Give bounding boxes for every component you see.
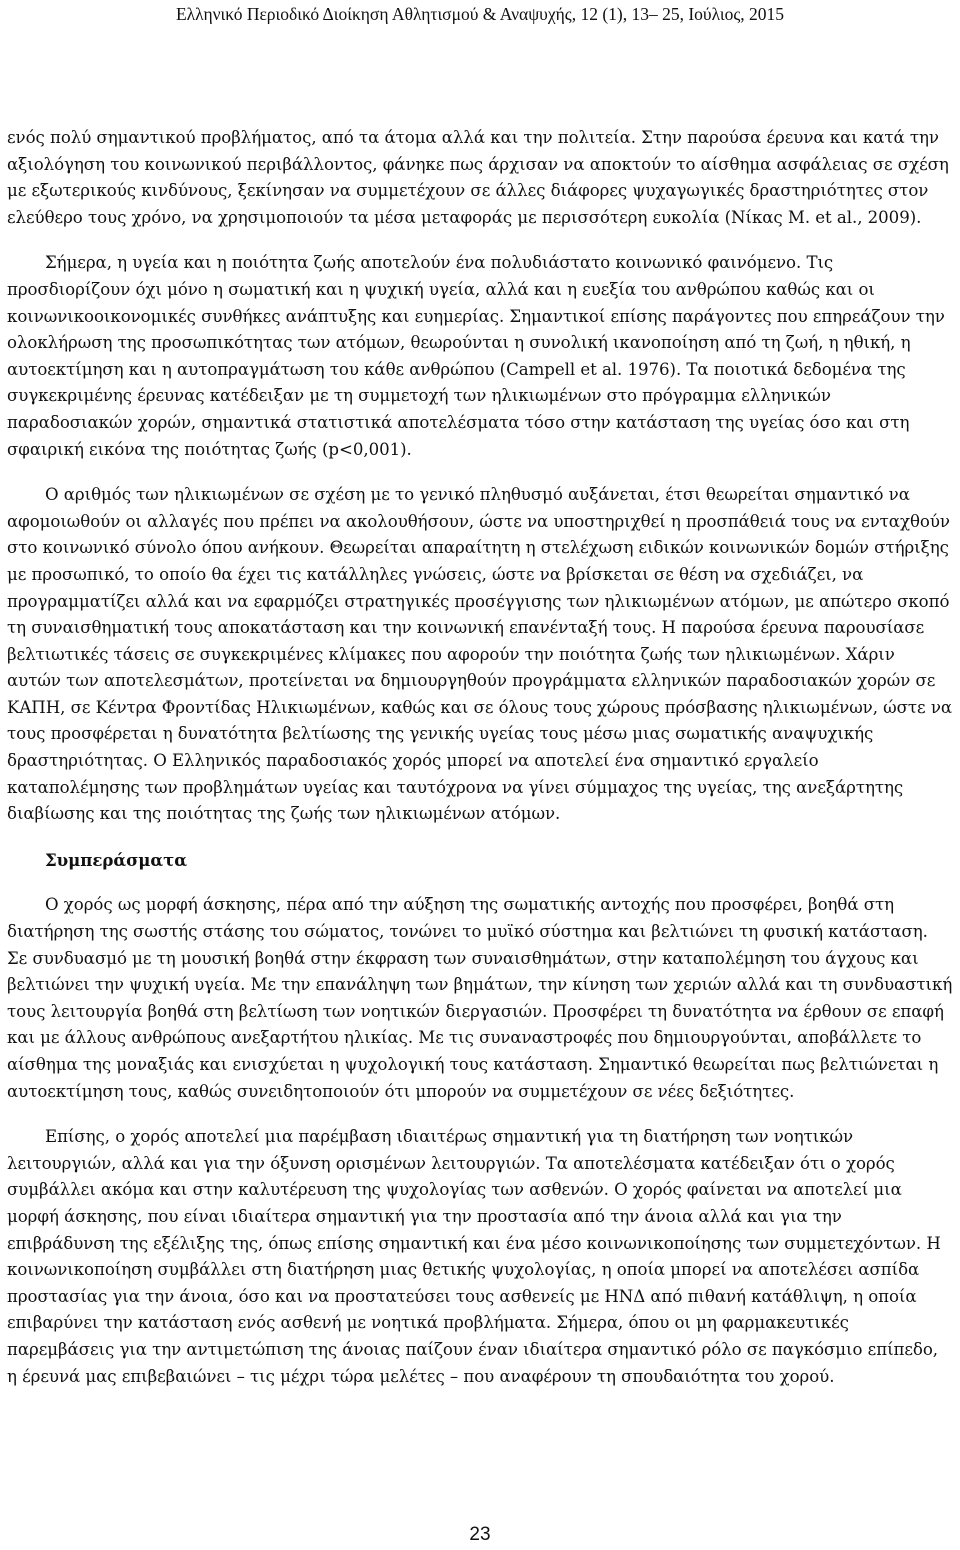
paragraph-dance-exercise: Ο χορός ως μορφή άσκησης, πέρα από την αύξηση της σωματικής αντοχής που προσφέρει, βοηθά στη διατήρηση της σωστής στάσης του σώματος, τονώνει το μυϊκό σύστημα και βελτιώνει τη φυσική κατάσταση. Σε συνδυασμό με τη μουσική βοηθά στην έκφραση των συναισθημάτων, στην καταπολέμηση του άγχους και βελτιώνει την ψυχική υγεία. Με την επανάληψη των βημάτων, την κίνηση των χεριών αλλά και τη συνδυαστική τους λειτουργία βοηθά στη βελτίωση των νοητικών διεργασιών. Προσφέρει τη δυνατότητα να έρθουν σε επαφή και με άλλους ανθρώπους ανεξαρτήτου ηλικίας. Με τις συναναστροφές που δημιουργούνται, αποβάλλετε το αίσθημα της μοναξιάς και ενισχύεται η ψυχολογική τους κατάσταση. Σημαντικό θεωρείται πως βελτιώνεται η αυτοεκτίμηση τους, καθώς συνειδητοποιούν ότι μπορούν να συμμετέχουν σε νέες δεξιότητες. [7,895,953,1101]
paragraph-health-quality: Σήμερα, η υγεία και η ποιότητα ζωής αποτελούν ένα πολυδιάστατο κοινωνικό φαινόμενο. Τις προσδιορίζουν όχι μόνο η σωματική και η ψυχική υγεία, αλλά και η ευεξία του ανθρώπου καθώς και οι κοινωνικοοικονομικές συνθήκες ανάπτυξης και ευημερίας. Σημαντικοί επίσης παράγοντες που επηρεάζουν την ολοκλήρωση της προσωπικότητας των ατόμων, θεωρούνται η συνολική ικανοποίηση από τη ζωή, η ηθική, η αυτοεκτίμηση και η αυτοπραγμάτωση του κάθε ανθρώπου (Campell et al. 1976). Τα ποιοτικά δεδομένα της συγκεκριμένης έρευνας κατέδειξαν με τη συμμετοχή των ηλικιωμένων στο πρόγραμμα ελληνικών παραδοσιακών χορών, σημαντικά στατιστικά αποτελέσματα τόσο στην κατάσταση της υγείας όσο και στη σφαιρική εικόνα της ποιότητας ζωής (p<0,001). [7,253,945,459]
paragraph-spacer [7,1105,953,1124]
paragraph-cognitive: Επίσης, ο χορός αποτελεί μια παρέμβαση ιδιαιτέρως σημαντική για τη διατήρηση των νοητικών λειτουργιών, αλλά και για την όξυνση ορισμένων λειτουργιών. Τα αποτελέσματα κατέδειξαν ότι ο χορός συμβάλλει ακόμα και στην καλυτέρευση της ψυχολογίας των ασθενών. Ο χορός φαίνεται να αποτελεί μια μορφή άσκησης, που είναι ιδιαίτερα σημαντική για την προστασία από την άνοια αλλά και για την επιβράδυνση της εξέλιξης της, όπως επίσης σημαντική και ένα μέσο κοινωνικοποίησης των συμμετεχόντων. Η κοινωνικοποίηση συμβάλλει στη διατήρηση μιας θετικής ψυχολογίας, η οποία μπορεί να αποτελέσει ασπίδα προστασίας για την άνοια, όσο και να προστατεύσει τους ασθενείς με ΗΝΔ από πιθανή κατάθλιψη, η οποία επιβαρύνει την κατάσταση ενός ασθενή με νοητικά προβλήματα. Σήμερα, όπου οι μη φαρμακευτικές παρεμβάσεις για την αντιμετώπιση της άνοιας παίζουν έναν ιδιαίτερα σημαντικό ρόλο σε παγκόσμιο επίπεδο, η έρευνά μας επιβεβαιώνει – τις μέχρι τώρα μελέτες – που αναφέρουν τη σπουδαιότητα του χορού. [7,1127,941,1386]
running-header: Ελληνικό Περιοδικό Διοίκηση Αθλητισμού & Αναψυχής, 12 (1), 13– 25, Ιούλιος, 2015 [175,4,784,24]
page-number: 23 [469,1524,491,1545]
paragraph-continuation: ενός πολύ σημαντικού προβλήματος, από τα άτομα αλλά και την πολιτεία. Στην παρούσα έρευνα και κατά την αξιολόγηση του κοινωνικού περιβάλλοντος, φάνηκε πως άρχισαν να αποκτούν το αίσθημα ασφάλειας σε σχέση με εξωτερικούς κινδύνους, ξεκίνησαν να συμμετέχουν σε άλλες διάφορες ψυχαγωγικές δραστηριότητες στον ελεύθερο τους χρόνο, να χρησιμοποιούν τα μέσα μεταφοράς με περισσότερη ευκολία (Νίκας Μ. et al., 2009). [7,128,949,227]
article-body [7,125,953,1390]
paragraph-spacer [7,463,953,482]
paragraph-spacer [7,873,953,892]
paragraph-spacer [7,828,953,847]
paragraph-spacer [7,231,953,250]
conclusions-heading: Συμπεράσματα [45,849,187,870]
paragraph-elderly-population: Ο αριθμός των ηλικιωμένων σε σχέση με το γενικό πληθυσμό αυξάνεται, έτσι θεωρείται σημαντικό να αφομοιωθούν οι αλλαγές που πρέπει να ακολουθήσουν, ώστε να υποστηριχθεί η προσπάθειά τους να ενταχθούν στο κοινωνικό σύνολο όπου ανήκουν. Θεωρείται απαραίτητη η στελέχωση ειδικών κοινωνικών δομών στήριξης με προσωπικό, το οποίο θα έχει τις κατάλληλες γνώσεις, ώστε να βρίσκεται σε θέση να σχεδιάζει, να προγραμματίζει αλλά και να εφαρμόζει στρατηγικές προσέγγισης των ηλικιωμένων ατόμων, με απώτερο σκοπό τη συναισθηματική τους αποκατάσταση και την κοινωνική επανένταξή τους. Η παρούσα έρευνα παρουσίασε βελτιωτικές τάσεις σε συγκεκριμένες κλίμακες που αφορούν την ποιότητα ζωής των ηλικιωμένων. Χάριν αυτών των αποτελεσμάτων, προτείνεται να δημιουργηθούν προγράμματα ελληνικών παραδοσιακών χορών σε ΚΑΠΗ, σε Κέντρα Φροντίδας Ηλικιωμένων, καθώς και σε όλους τους χώρους πρόσβασης ηλικιωμένων, ώστε να τους προσφέρεται η δυνατότητα βελτίωσης της γενικής υγείας τους μέσω μιας σωματικής αναψυχικής δραστηριότητας. Ο Ελληνικός παραδοσιακός χορός μπορεί να αποτελεί ένα σημαντικό εργαλείο καταπολέμησης των προβλημάτων υγείας και ταυτόχρονα να γίνει σύμμαχος της υγείας, της ανεξάρτητης διαβίωσης και της ποιότητας της ζωής των ηλικιωμένων ατόμων. [7,485,953,824]
